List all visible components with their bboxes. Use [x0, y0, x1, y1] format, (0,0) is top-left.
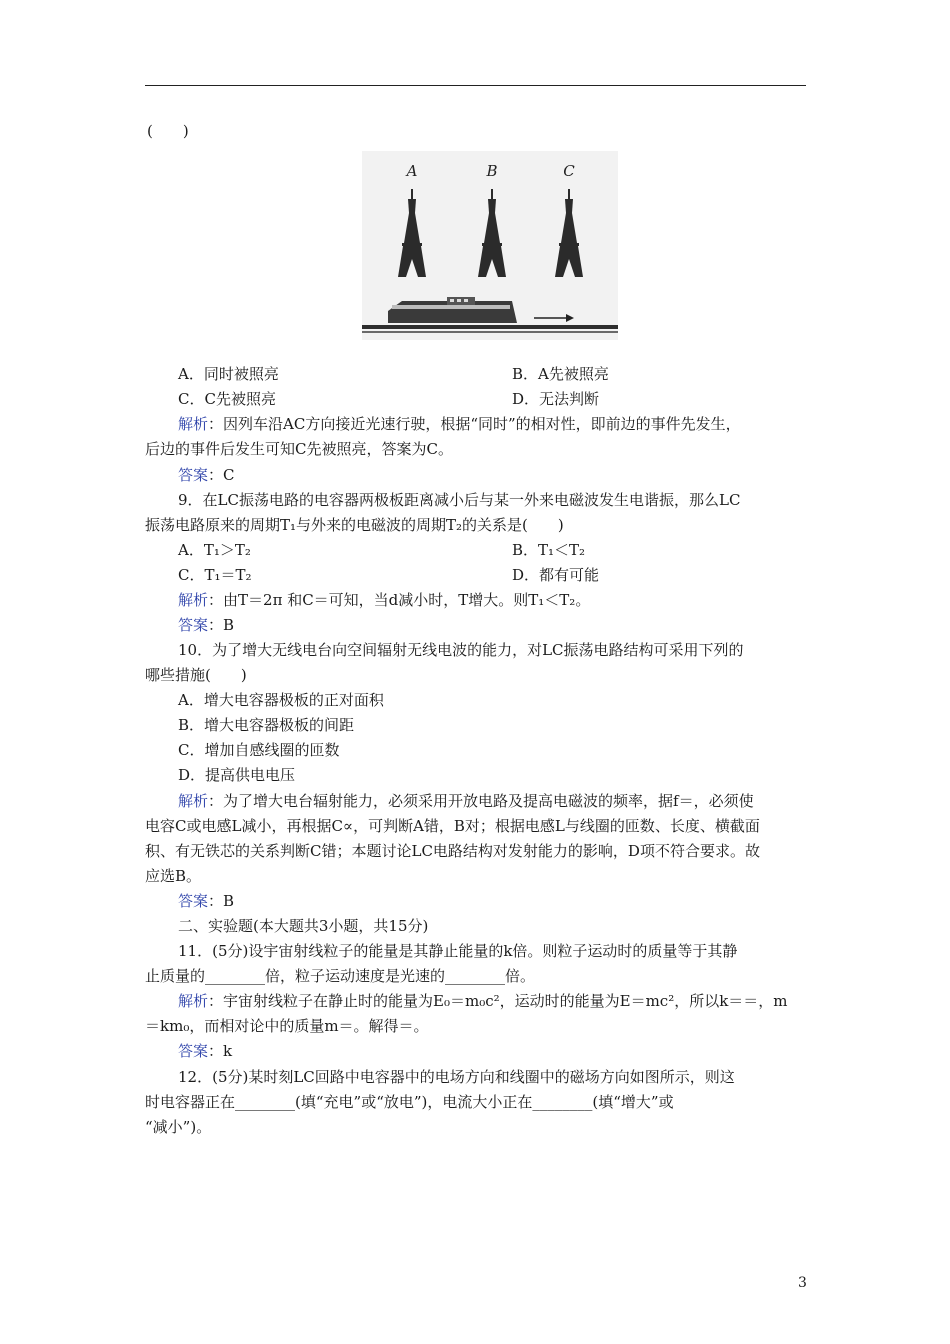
q10-stem-line-2: 哪些措施( ) — [145, 666, 247, 684]
q8-answer: 答案：C — [178, 466, 235, 484]
analysis-label: 解析 — [178, 992, 209, 1010]
q10-answer: 答案：B — [178, 892, 235, 910]
q9-option-c: C．T₁＝T₂ — [178, 566, 252, 584]
q10-analysis-line-2: 电容C或电感L减小，再根据C∝，可判断A错，B对；根据电感L与线圈的匝数、长度、横截面 — [145, 817, 760, 835]
q11-stem-line-1: 11．(5分)设宇宙射线粒子的能量是其静止能量的k倍。则粒子运动时的质量等于其静 — [178, 942, 738, 960]
header-rule — [145, 85, 806, 86]
answer-label: 答案 — [178, 616, 209, 634]
q8-bracket: ( ) — [147, 122, 189, 140]
q12-stem-line-1: 12．(5分)某时刻LC回路中电容器中的电场方向和线圈中的磁场方向如图所示，则这 — [178, 1068, 735, 1086]
tower-a-icon — [398, 189, 426, 277]
q10-option-c: C．增加自感线圈的匝数 — [178, 741, 340, 759]
q11-answer: 答案：k — [178, 1042, 233, 1060]
q9-option-b: B．T₁＜T₂ — [512, 541, 586, 559]
q8-figure-towers-train — [362, 151, 618, 340]
q10-analysis-line-4: 应选B。 — [145, 867, 202, 885]
tower-label-b: B — [486, 162, 498, 180]
q10-stem-line-1: 10．为了增大无线电台向空间辐射无线电波的能力，对LC振荡电路结构可采用下列的 — [178, 641, 744, 659]
analysis-label: 解析 — [178, 792, 209, 810]
q8-analysis-line-1: 解析：因列车沿AC方向接近光速行驶，根据“同时”的相对性，即前边的事件先发生， — [178, 415, 741, 433]
q8-option-b: B．A先被照亮 — [512, 365, 609, 383]
section-title: 二、实验题(本大题共3小题，共15分) — [178, 917, 429, 935]
tower-label-c: C — [563, 162, 575, 180]
q8-option-c: C．C先被照亮 — [178, 390, 276, 408]
q9-analysis: 解析：由T＝2π 和C＝可知，当d减小时，T增大。则T₁＜T₂。 — [178, 591, 591, 609]
q10-option-b: B．增大电容器极板的间距 — [178, 716, 355, 734]
q11-analysis-line-2: ＝km₀，而相对论中的质量m＝。解得＝。 — [145, 1017, 429, 1035]
q11-analysis-line-1: 解析：宇宙射线粒子在静止时的能量为E₀＝m₀c²，运动时的能量为E＝mc²，所以k＝＝，m — [178, 992, 788, 1010]
q9-option-d: D．都有可能 — [512, 566, 600, 584]
q10-analysis-line-1: 解析：为了增大电台辐射能力，必须采用开放电路及提高电磁波的频率，据f＝，必须使 — [178, 792, 754, 810]
answer-label: 答案 — [178, 466, 209, 484]
q9-answer: 答案：B — [178, 616, 235, 634]
q10-option-a: A．增大电容器极板的正对面积 — [178, 691, 384, 709]
tower-b-icon — [478, 189, 506, 277]
analysis-label: 解析 — [178, 591, 209, 609]
tower-label-a: A — [406, 162, 418, 180]
q11-stem-line-2: 止质量的________倍，粒子运动速度是光速的________倍。 — [145, 967, 536, 985]
answer-label: 答案 — [178, 892, 209, 910]
q8-option-d: D．无法判断 — [512, 390, 600, 408]
page-number: 3 — [798, 1275, 807, 1291]
train-icon — [388, 297, 517, 323]
analysis-label: 解析 — [178, 415, 209, 433]
q8-option-a: A．同时被照亮 — [178, 365, 279, 383]
q8-analysis-line-2: 后边的事件后发生可知C先被照亮，答案为C。 — [145, 440, 453, 458]
q9-option-a: A．T₁＞T₂ — [178, 541, 251, 559]
q12-stem-line-3: “减小”)。 — [145, 1118, 212, 1136]
q12-stem-line-2: 时电容器正在________(填“充电”或“放电”)，电流大小正在________(填“增大”或 — [145, 1093, 674, 1111]
answer-label: 答案 — [178, 1042, 209, 1060]
q9-stem-line-2: 振荡电路原来的周期T₁与外来的电磁波的周期T₂的关系是( ) — [145, 516, 564, 534]
tower-c-icon — [555, 189, 583, 277]
q10-analysis-line-3: 积、有无铁芯的关系判断C错；本题讨论LC电路结构对发射能力的影响，D项不符合要求。故 — [145, 842, 760, 860]
direction-arrow-icon — [534, 314, 574, 322]
q9-stem-line-1: 9．在LC振荡电路的电容器两极板距离减小后与某一外来电磁波发生电谐振，那么LC — [178, 491, 741, 509]
rail-track — [362, 325, 618, 329]
q10-option-d: D．提高供电电压 — [178, 766, 296, 784]
